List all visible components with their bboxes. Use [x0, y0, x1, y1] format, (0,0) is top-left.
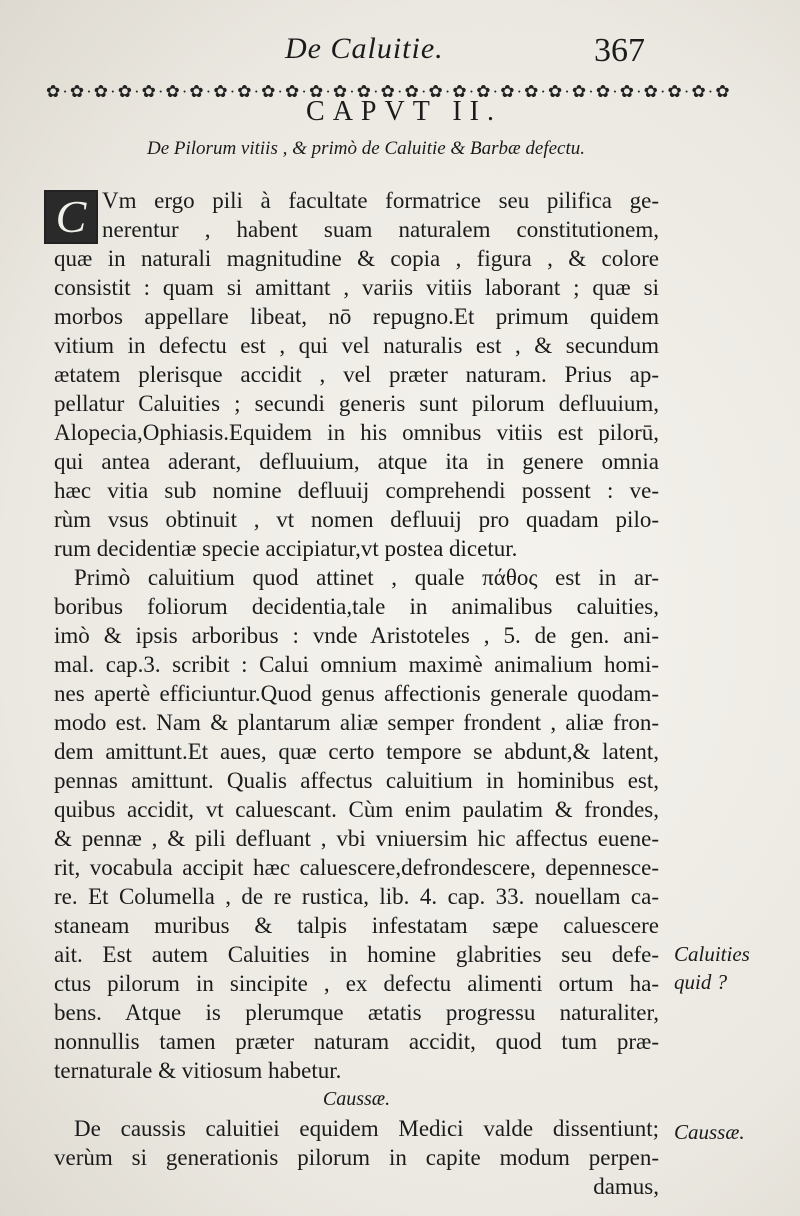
section-heading: Caussæ. [322, 1088, 391, 1110]
text-line: morbos appellare libeat, nō repugno.Et primum quidem [54, 304, 659, 329]
text-line: pellatur Caluities ; secundi generis sunt pilorum defluuium, [54, 391, 659, 416]
body-text [54, 186, 659, 1201]
catchword: damus, [593, 1174, 659, 1199]
text-line: Primò caluitium quod attinet , quale πάθος est in ar- [74, 565, 659, 590]
chapter-subtitle: De Pilorum vitiis , & primò de Caluitie & Barbæ defectu. [146, 138, 585, 159]
text-line: hæc vitia sub nomine defluuij comprehendi possent : ve- [54, 478, 659, 503]
text-line: ternaturale & vitiosum habetur. [54, 1058, 342, 1083]
text-line: modo est. Nam & plantarum aliæ semper frondent , aliæ fron- [54, 710, 659, 735]
text-line: quibus accidit, vt caluescant. Cùm enim paulatim & frondes, [54, 797, 659, 822]
text-line: imò & ipsis arboribus : vnde Aristoteles , 5. de gen. ani- [54, 623, 659, 648]
text-line: & pennæ , & pili defluant , vbi vniuersim hic affectus euene- [54, 826, 659, 851]
text-line: Alopecia,Ophiasis.Equidem in his omnibus vitiis est pilorū, [54, 420, 659, 445]
text-line: nonnullis tamen præter naturam accidit, quod tum præ- [54, 1029, 659, 1054]
text-line: ait. Est autem Caluities in homine glabrities seu defe- [54, 942, 659, 967]
text-line: rit, vocabula accipit hæc caluescere,defrondescere, depennesce- [54, 855, 659, 880]
text-line: De caussis caluitiei equidem Medici valde dissentiunt; [74, 1116, 659, 1141]
running-head-title: De Caluitie. [285, 32, 444, 65]
drop-cap-initial: C [44, 190, 98, 244]
chapter-title: CAPVT II. [306, 96, 502, 127]
text-line: nerentur , habent suam naturalem constitutionem, [102, 217, 659, 242]
ornament-band: ✿·✿·✿·✿·✿·✿·✿·✿·✿·✿·✿·✿·✿·✿·✿·✿·✿·✿·✿·✿·✿·✿·✿·✿·✿·✿·✿·✿·✿ [46, 82, 732, 101]
text-line: consistit : quam si amittant , variis vitiis laborant ; quæ si [54, 275, 659, 300]
text-line: re. Et Columella , de re rustica, lib. 4. cap. 33. nouellam ca- [54, 884, 659, 909]
text-line: ctus pilorum in sincipite , ex defectu alimenti ortum ha- [54, 971, 659, 996]
margin-note-caluities: Caluities quid ? [674, 942, 750, 994]
text-line: dem amittunt.Et aues, quæ certo tempore se abdunt,& latent, [54, 739, 659, 764]
text-line: quæ in naturali magnitudine & copia , figura , & colore [54, 246, 659, 271]
text-line: vitium in defectu est , qui vel naturalis est , & secundum [54, 333, 659, 358]
text-line: rùm vsus obtinuit , vt nomen defluuij pro quadam pilo- [54, 507, 659, 532]
text-line: qui antea aderant, defluuium, atque ita in genere omnia [54, 449, 659, 474]
text-line: nes apertè efficiuntur.Quod genus affectionis generale quodam- [54, 681, 659, 706]
text-line: boribus foliorum decidentia,tale in animalibus caluities, [54, 594, 659, 619]
page-number: 367 [594, 32, 645, 69]
text-line: bens. Atque is plerumque ætatis progressu naturaliter, [54, 1000, 659, 1025]
text-line: pennas amittunt. Qualis affectus caluitium in hominibus est, [54, 768, 659, 793]
text-line: Vm ergo pili à facultate formatrice seu pilifica ge- [102, 188, 659, 213]
margin-note-caussae: Caussæ. [674, 1120, 745, 1144]
text-line: staneam muribus & talpis infestatam sæpe caluescere [54, 913, 659, 938]
text-line: verùm si generationis pilorum in capite modum perpen- [54, 1145, 659, 1170]
text-line: mal. cap.3. scribit : Calui omnium maximè animalium homi- [54, 652, 659, 677]
text-line: ætatem plerisque accidit , vel præter naturam. Prius ap- [54, 362, 659, 387]
text-line: rum decidentiæ specie accipiatur,vt postea dicetur. [54, 536, 518, 561]
